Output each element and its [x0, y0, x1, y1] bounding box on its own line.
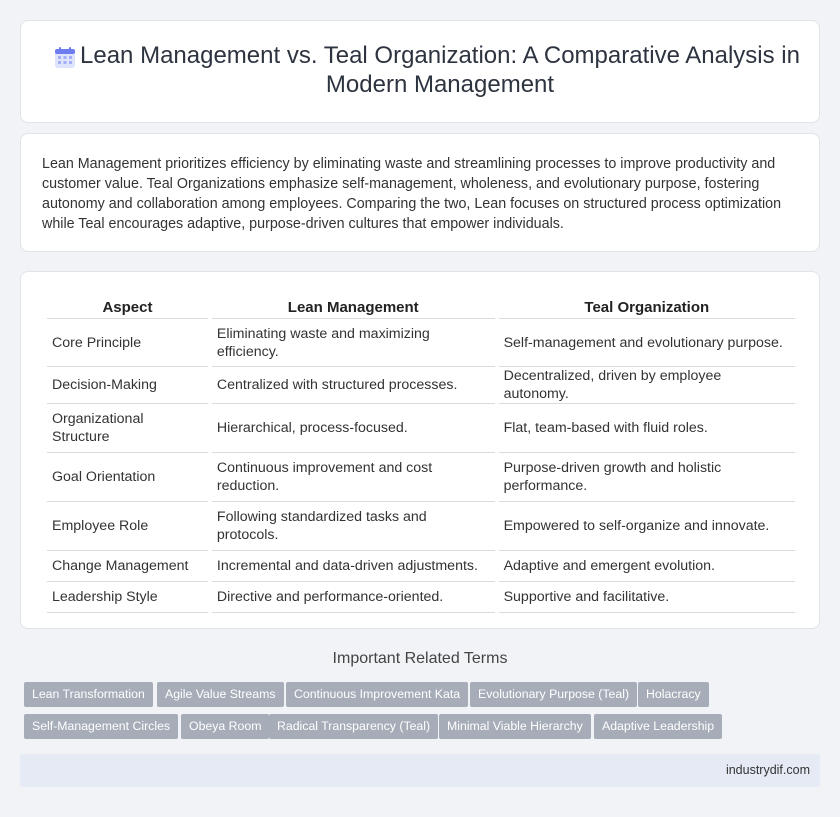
- comparison-card: [20, 271, 820, 629]
- column-header-teal: Teal Organization: [499, 296, 795, 319]
- teal-cell: Empowered to self-organize and innovate.: [499, 502, 795, 551]
- aspect-cell: Core Principle: [47, 319, 208, 367]
- teal-cell: Purpose-driven growth and holistic performance.: [499, 453, 795, 502]
- related-term-tag[interactable]: Self-Management Circles: [24, 714, 178, 739]
- table-row: [47, 453, 795, 502]
- intro-paragraph: Lean Management prioritizes efficiency by eliminating waste and streamlining processes to improve productivity and customer value. Teal Organizations emphasize self-management, wholeness, and evolutionary purpose, fostering autonomy and collaboration among employees. Comparing the two, Lean focuses on structured process optimization while Teal encourages adaptive, purpose-driven cultures that empower individuals.: [42, 156, 782, 232]
- lean-cell: Centralized with structured processes.: [212, 367, 495, 404]
- table-row: [47, 319, 795, 367]
- table-row: [47, 551, 795, 582]
- lean-cell: Following standardized tasks and protocols.: [212, 502, 495, 551]
- column-header-aspect: Aspect: [47, 296, 208, 319]
- table-header-row: [47, 296, 795, 319]
- teal-cell: Decentralized, driven by employee autonomy.: [499, 367, 795, 404]
- table-row: [47, 582, 795, 613]
- related-term-tag[interactable]: Adaptive Leadership: [594, 714, 722, 739]
- footer-site-link[interactable]: industrydif.com: [725, 763, 810, 777]
- table-row: [47, 367, 795, 404]
- related-term-tag[interactable]: Continuous Improvement Kata: [286, 682, 468, 707]
- lean-cell: Directive and performance-oriented.: [212, 582, 495, 613]
- aspect-cell: Decision-Making: [47, 367, 208, 404]
- lean-cell: Continuous improvement and cost reduction.: [212, 453, 495, 502]
- table-row: [47, 404, 795, 453]
- related-term-tag[interactable]: Minimal Viable Hierarchy: [439, 714, 591, 739]
- teal-cell: Self-management and evolutionary purpose.: [499, 319, 795, 367]
- table-row: [47, 502, 795, 551]
- teal-cell: Flat, team-based with fluid roles.: [499, 404, 795, 453]
- aspect-cell: Organizational Structure: [47, 404, 208, 453]
- related-term-tag[interactable]: Agile Value Streams: [157, 682, 284, 707]
- related-term-tag[interactable]: Evolutionary Purpose (Teal): [470, 682, 637, 707]
- comparison-table: [43, 296, 799, 613]
- aspect-cell: Employee Role: [47, 502, 208, 551]
- column-header-lean: Lean Management: [212, 296, 495, 319]
- related-terms-heading: Important Related Terms: [332, 650, 508, 667]
- lean-cell: Eliminating waste and maximizing efficiency.: [212, 319, 495, 367]
- intro-card: [20, 133, 820, 252]
- related-term-tag[interactable]: Radical Transparency (Teal): [269, 714, 438, 739]
- lean-cell: Incremental and data-driven adjustments.: [212, 551, 495, 582]
- aspect-cell: Goal Orientation: [47, 453, 208, 502]
- page-title: Lean Management vs. Teal Organization: A Comparative Analysis in Modern Management: [80, 42, 800, 98]
- aspect-cell: Leadership Style: [47, 582, 208, 613]
- related-term-tag[interactable]: Obeya Room: [181, 714, 269, 739]
- title-card: [20, 20, 820, 123]
- footer: [20, 754, 820, 787]
- aspect-cell: Change Management: [47, 551, 208, 582]
- related-term-tag[interactable]: Lean Transformation: [24, 682, 153, 707]
- related-term-tag[interactable]: Holacracy: [638, 682, 709, 707]
- teal-cell: Adaptive and emergent evolution.: [499, 551, 795, 582]
- teal-cell: Supportive and facilitative.: [499, 582, 795, 613]
- lean-cell: Hierarchical, process-focused.: [212, 404, 495, 453]
